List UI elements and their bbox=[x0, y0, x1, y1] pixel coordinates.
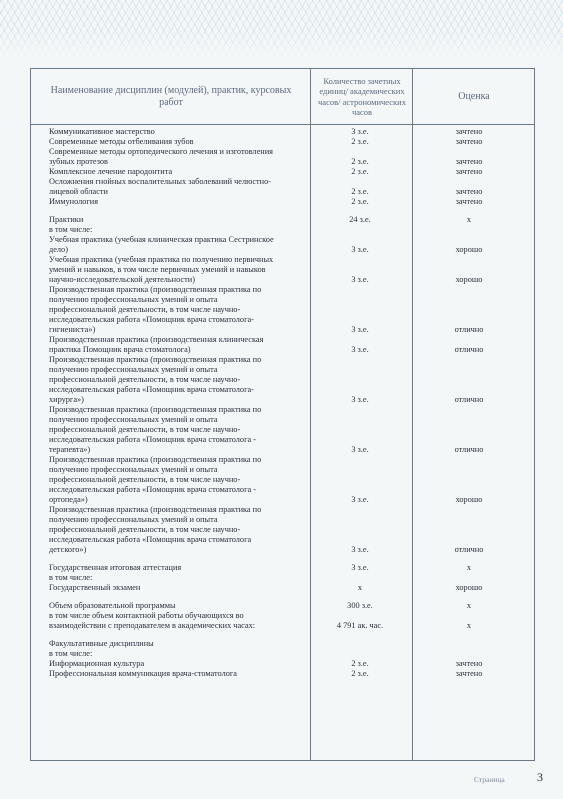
discipline-credits: 2 з.е. bbox=[351, 197, 369, 206]
discipline-name: в том числе объем контактной работы обучающихся во взаимодействии с преподавателем в академических часах: bbox=[49, 611, 256, 630]
discipline-name: Современные методы отбеливания зубов bbox=[49, 137, 194, 146]
discipline-name: Осложнения гнойных воспалительных заболеваний челюстно- лицевой области bbox=[49, 177, 271, 196]
page-label: Страница bbox=[474, 775, 505, 784]
discipline-name: Объем образовательной программы bbox=[49, 601, 176, 610]
table-row bbox=[49, 127, 534, 137]
discipline-grade: зачтено bbox=[455, 157, 483, 166]
discipline-name: в том числе: bbox=[49, 573, 93, 582]
discipline-grade: х bbox=[466, 601, 472, 610]
discipline-credits: 2 з.е. bbox=[351, 659, 369, 668]
discipline-grade: хорошо bbox=[455, 245, 483, 254]
discipline-name: Факультативные дисциплины bbox=[49, 639, 154, 648]
table-row bbox=[49, 611, 534, 631]
discipline-credits: 24 з.е. bbox=[349, 215, 371, 224]
discipline-grade: зачтено bbox=[455, 127, 483, 136]
discipline-name: Информационная культура bbox=[49, 659, 145, 668]
row-spacer bbox=[49, 593, 534, 601]
discipline-credits: 2 з.е. bbox=[351, 669, 369, 678]
discipline-credits: 3 з.е. bbox=[351, 545, 369, 554]
security-pattern-fade bbox=[0, 30, 563, 60]
discipline-credits: 3 з.е. bbox=[351, 495, 369, 504]
header-name-column: Наименование дисциплин (модулей), практик, курсовых работ bbox=[50, 84, 292, 108]
discipline-name: Иммунология bbox=[49, 197, 99, 206]
discipline-name: Учебная практика (учебная клиническая практика Сестринское дело) bbox=[49, 235, 274, 254]
discipline-credits: 300 з.е. bbox=[347, 601, 373, 610]
discipline-credits: 3 з.е. bbox=[351, 445, 369, 454]
discipline-credits: 3 з.е. bbox=[351, 345, 369, 354]
discipline-grade: хорошо bbox=[455, 583, 483, 592]
discipline-credits: 3 з.е. bbox=[351, 563, 369, 572]
discipline-credits: х bbox=[357, 583, 363, 592]
discipline-grade: зачтено bbox=[455, 197, 483, 206]
discipline-credits: 2 з.е. bbox=[351, 157, 369, 166]
discipline-grade: отлично bbox=[454, 345, 484, 354]
discipline-name: Комплексное лечение пародонтита bbox=[49, 167, 173, 176]
header-grade-column: Оценка bbox=[458, 91, 490, 102]
discipline-grade: хорошо bbox=[455, 275, 483, 284]
discipline-grade: х bbox=[466, 563, 472, 572]
table-row bbox=[49, 639, 534, 649]
discipline-grade: отлично bbox=[454, 545, 484, 554]
discipline-name: Учебная практика (учебная практика по получению первичных умений и навыков, в том числе первичных умений и навыков научно-исследовательской деятельности) bbox=[49, 255, 274, 284]
discipline-name: Производственная практика (производственная практика по получению профессиональных умений и опыта профессиональной деятельности, в том числе научно- исследовательская работа «Помощник врача стоматолога- хирурга») bbox=[49, 355, 262, 404]
table-row bbox=[49, 235, 534, 255]
table-row bbox=[49, 197, 534, 207]
discipline-name: в том числе: bbox=[49, 649, 93, 658]
discipline-name: Производственная практика (производственная практика по получению профессиональных умений и опыта профессиональной деятельности, в том числе научно- исследовательская работа «Помощник врача стоматолога детского») bbox=[49, 505, 262, 554]
table-row bbox=[49, 335, 534, 355]
table-row bbox=[49, 649, 534, 659]
table-row bbox=[49, 455, 534, 505]
table-row bbox=[49, 255, 534, 285]
row-spacer bbox=[49, 631, 534, 639]
discipline-grade: отлично bbox=[454, 395, 484, 404]
discipline-grade: зачтено bbox=[455, 187, 483, 196]
table-row bbox=[49, 505, 534, 555]
row-spacer bbox=[49, 555, 534, 563]
discipline-credits: 3 з.е. bbox=[351, 395, 369, 404]
table-row bbox=[49, 285, 534, 335]
header-divider bbox=[31, 124, 534, 125]
discipline-grade: зачтено bbox=[455, 659, 483, 668]
discipline-name: Коммуникативное мастерство bbox=[49, 127, 155, 136]
table-row bbox=[49, 225, 534, 235]
discipline-grade: хорошо bbox=[455, 495, 483, 504]
discipline-name: Производственная практика (производственная практика по получению профессиональных умений и опыта профессиональной деятельности, в том числе научно- исследовательская работа «Помощник врача стоматолога - терапевта») bbox=[49, 405, 262, 454]
grades-table bbox=[30, 68, 535, 761]
table-row bbox=[49, 147, 534, 167]
discipline-credits: 3 з.е. bbox=[351, 275, 369, 284]
discipline-grade: отлично bbox=[454, 325, 484, 334]
discipline-credits: 3 з.е. bbox=[351, 325, 369, 334]
discipline-credits: 2 з.е. bbox=[351, 187, 369, 196]
discipline-credits: 4 791 ак. час. bbox=[336, 621, 384, 630]
table-body bbox=[49, 127, 534, 679]
table-row bbox=[49, 355, 534, 405]
table-row bbox=[49, 177, 534, 197]
discipline-name: Практики bbox=[49, 215, 84, 224]
discipline-grade: отлично bbox=[454, 445, 484, 454]
discipline-name: Государственная итоговая аттестация bbox=[49, 563, 182, 572]
discipline-credits: 2 з.е. bbox=[351, 137, 369, 146]
discipline-grade: х bbox=[466, 621, 472, 630]
discipline-name: Современные методы ортопедического лечения и изготовления зубных протезов bbox=[49, 147, 273, 166]
discipline-name: Производственная практика (производственная клиническая практика Помощник врача стоматолога) bbox=[49, 335, 264, 354]
discipline-grade: зачтено bbox=[455, 669, 483, 678]
discipline-name: Производственная практика (производственная практика по получению профессиональных умений и опыта профессиональной деятельности, в том числе научно- исследовательская работа «Помощник врача стоматолога- гигиениста») bbox=[49, 285, 262, 334]
header-credits-column: Количество зачетных единиц/ академических часов/ астрономических часов bbox=[318, 75, 406, 117]
table-row bbox=[49, 167, 534, 177]
discipline-grade: х bbox=[466, 215, 472, 224]
table-row bbox=[49, 659, 534, 669]
discipline-credits: 3 з.е. bbox=[351, 127, 369, 136]
row-spacer bbox=[49, 207, 534, 215]
table-row bbox=[49, 137, 534, 147]
discipline-name: Профессиональная коммуникация врача-стоматолога bbox=[49, 669, 237, 678]
discipline-credits: 3 з.е. bbox=[351, 245, 369, 254]
table-row bbox=[49, 669, 534, 679]
discipline-name: Государственный экзамен bbox=[49, 583, 141, 592]
discipline-grade: зачтено bbox=[455, 137, 483, 146]
discipline-credits: 2 з.е. bbox=[351, 167, 369, 176]
table-row bbox=[49, 601, 534, 611]
table-row bbox=[49, 405, 534, 455]
table-row bbox=[49, 215, 534, 225]
discipline-name: Производственная практика (производственная практика по получению профессиональных умений и опыта профессиональной деятельности, в том числе научно- исследовательская работа «Помощник врача стоматолога - ортопеда») bbox=[49, 455, 262, 504]
table-row bbox=[49, 563, 534, 573]
table-row bbox=[49, 573, 534, 583]
discipline-name: в том числе: bbox=[49, 225, 93, 234]
page-number: 3 bbox=[537, 770, 543, 784]
discipline-grade: зачтено bbox=[455, 167, 483, 176]
table-row bbox=[49, 583, 534, 593]
